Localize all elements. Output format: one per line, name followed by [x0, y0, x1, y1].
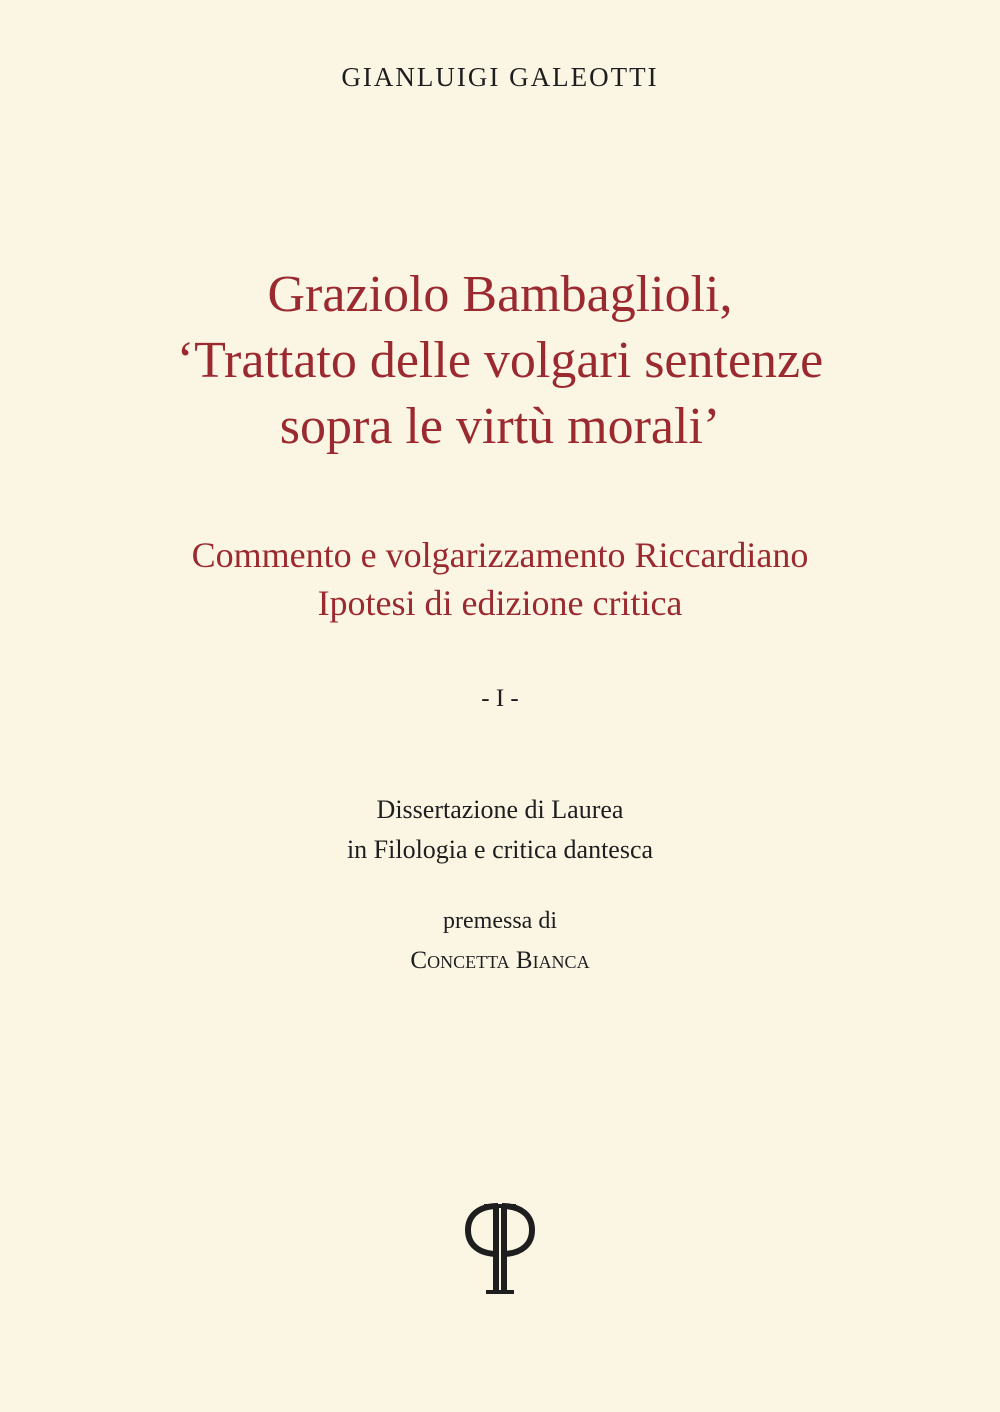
foreword-credit	[0, 902, 1000, 980]
foreword-label: premessa di	[443, 908, 557, 934]
subtitle-line: Commento e volgarizzamento Riccardiano	[191, 535, 809, 575]
volume-number: - I -	[481, 685, 519, 712]
title-line: Graziolo Bambaglioli,	[267, 266, 733, 323]
book-title	[0, 262, 1000, 460]
dissertation-line: in Filologia e critica dantesca	[346, 835, 654, 864]
subtitle-line: Ipotesi di edizione critica	[317, 583, 683, 623]
title-line: sopra le virtù morali’	[279, 398, 721, 455]
dissertation-line: Dissertazione di Laurea	[376, 795, 624, 824]
book-subtitle	[0, 531, 1000, 627]
dissertation-note	[0, 790, 1000, 870]
foreword-author: Concetta Bianca	[410, 947, 590, 974]
author-name: GIANLUIGI GALEOTTI	[341, 62, 659, 92]
title-line: ‘Trattato delle volgari sentenze	[176, 332, 824, 389]
publisher-monogram-icon	[460, 1192, 540, 1302]
